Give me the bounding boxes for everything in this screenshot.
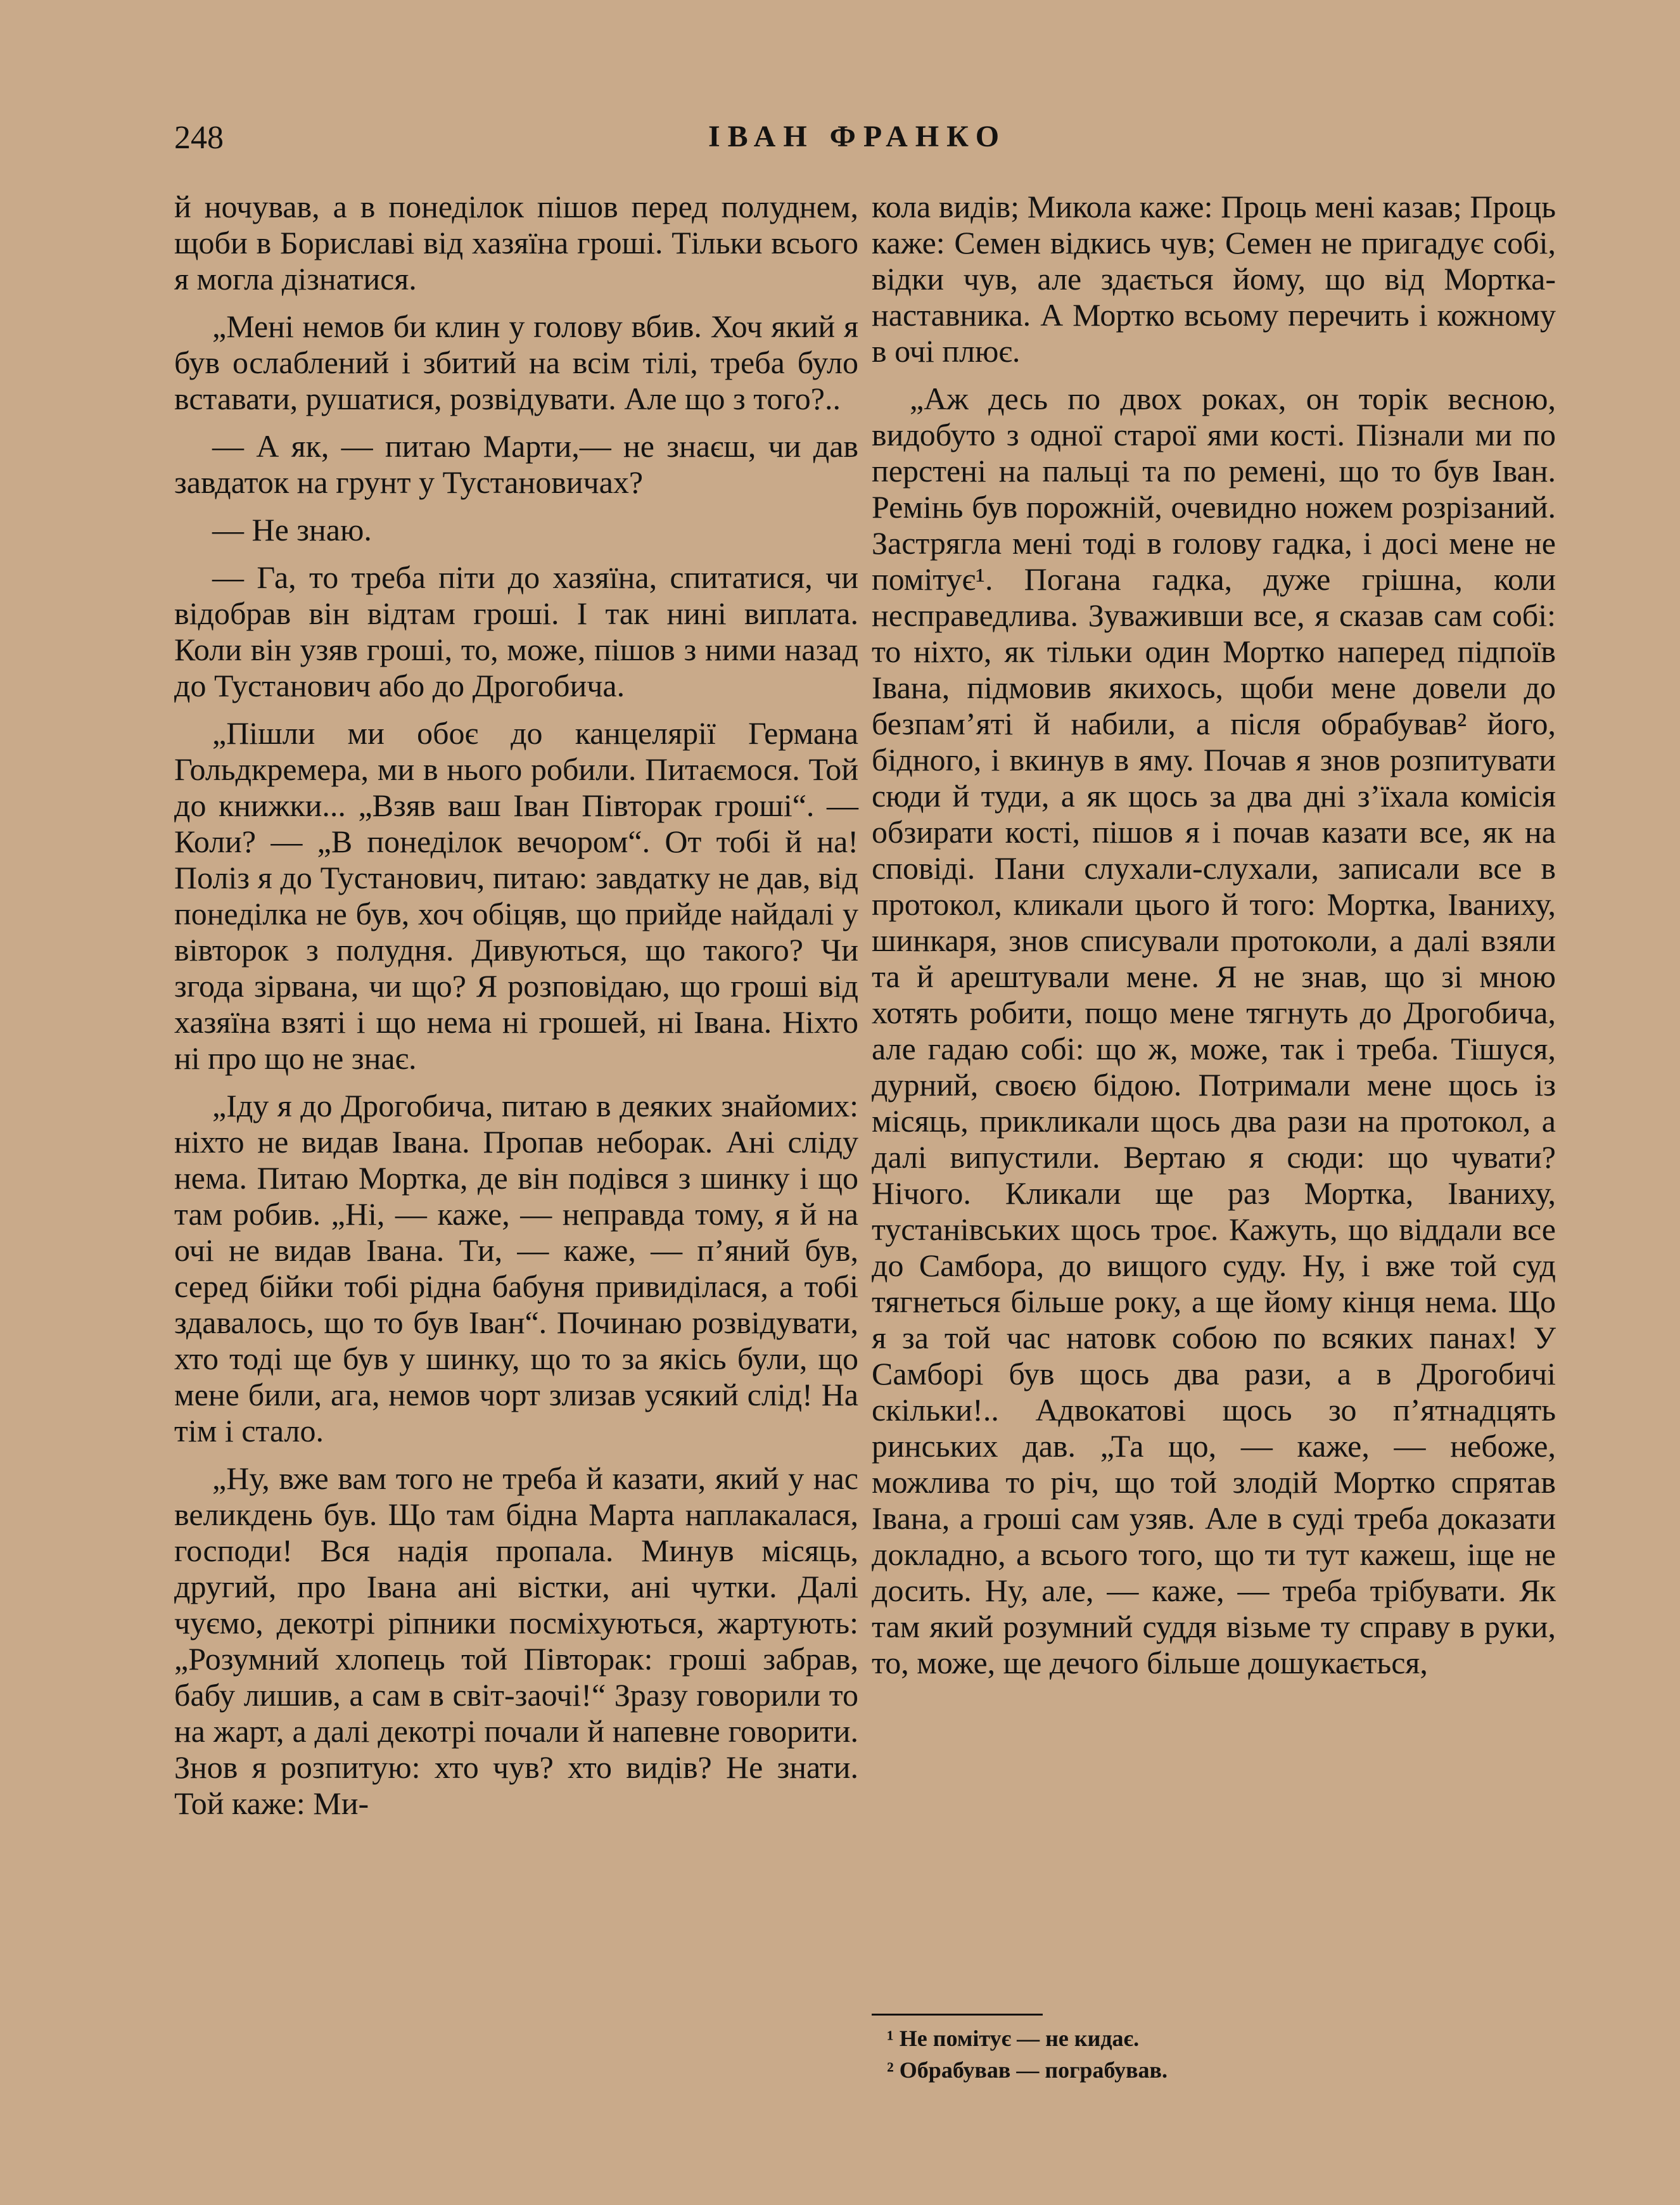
paragraph: кола видів; Микола каже: Проць мені казав; Проць каже: Семен відкись чув; Семен не пригадує собі, відки чув, але здається йому, що від Мортка-наставника. А Мортко всьому перечить і кожному в очі плює. (872, 189, 1556, 369)
footnote: ¹ Не помітує — не кидає. (887, 2026, 1140, 2051)
footnotes (887, 2023, 1457, 2086)
paragraph: „Мені немов би клин у голову вбив. Хоч який я був ослаблений і збитий на всім тілі, треба було вставати, рушатися, розвідувати. Але що з того?.. (174, 309, 858, 416)
paragraph: „Аж десь по двох роках, он торік весною, видобуто з одної старої ями кості. Пізнали ми по перстені на пальці та по ремені, що то був Іван. Ремінь був порожній, очевидно ножем розрізаний. Застрягла мені тоді в голову гадка, і досі мене не помітує¹. Погана гадка, дуже грішна, коли несправедлива. Зуваживши все, я сказав сам собі: то ніхто, як тільки один Мортко наперед підпоїв Івана, підмовив якихось, щоби мене довели до безпам’яті й набили, а після обрабував² його, бідного, і вкинув в яму. Почав я знов розпитувати сюди й туди, а як щось за два дні з’їхала комісія обзирати кості, пішов я і почав казати все, як на сповіді. Пани слухали-слухали, записали все в протокол, кликали цього й того: Мортка, Іваниху, шинкаря, знов списували протоколи, а далі взяли та й арештували мене. Я не знав, що зі мною хотять робити, пощо мене тягнуть до Дрогобича, але гадаю собі: що ж, може, так і треба. Тішуся, дурний, своєю бідою. Потримали мене щось із місяць, прикликали щось два рази на протокол, а далі випустили. Вертаю я сюди: що чувати? Нічого. Кликали ще раз Мортка, Іваниху, тустанівських щось троє. Кажуть, що віддали все до Самбора, до вищого суду. Ну, і вже той суд тягнеться більше року, а ще йому кінця нема. Що я за той час натовк собою по всяких панах! У Самборі був щось два рази, а в Дрогобичі скільки!.. Адвокатові щось зо п’ятнадцять ринських дав. „Та що, — каже, — небоже, можлива то річ, що той злодій Мортко спрятав Івана, а гроші сам узяв. Але в суді треба доказати докладно, а всього того, що ти тут кажеш, іще не досить. Ну, але, — каже, — треба трібувати. Як там який розумний суддя візьме ту справу в руки, то, може, ще дечого більше дошукається, (872, 381, 1556, 1680)
paragraph: — Не знаю. (212, 512, 372, 547)
footnote: ² Обрабував — пограбував. (887, 2057, 1168, 2083)
paragraph: „Іду я до Дрогобича, питаю в деяких знайомих: ніхто не видав Івана. Пропав неборак. Ані сліду нема. Питаю Мортка, де він подівся з шинку і що там робив. „Ні, — каже, — неправда тому, я й на очі не видав Івана. Ти, — каже, — п’яний був, серед бійки тобі рідна бабуня привиділася, а тобі здавалось, що то був Іван“. Починаю розвідувати, хто тоді ще був у шинку, що то за якісь були, що мене били, ага, немов чорт злизав усякий слід! На тім і стало. (174, 1088, 858, 1448)
paragraph: „Пішли ми обоє до канцелярії Германа Гольдкремера, ми в нього робили. Питаємося. Той до книжки... „Взяв ваш Іван Півторак гроші“. — Коли? — „В понеділок вечором“. От тобі й на! Поліз я до Тустанович, питаю: завдатку не дав, від понеділка не був, хоч обіцяв, що прийде найдалі у вівторок з полудня. Дивуються, що такого? Чи згода зірвана, чи що? Я розповідаю, що гроші від хазяїна взяті і що нема ні грошей, ні Івана. Ніхто ні про що не знає. (174, 715, 858, 1076)
paragraph: „Ну, вже вам того не треба й казати, який у нас великдень був. Що там бідна Марта наплакалася, господи! Вся надія пропала. Минув місяць, другий, про Івана ані вістки, ані чутки. Далі чуємо, декотрі ріпники посміхуються, жартують: „Розумний хлопець той Півторак: гроші забрав, бабу лишив, а сам в світ-заочі!“ Зразу говорили то на жарт, а далі декотрі почали й напевне говорити. Знов я розпитую: хто чув? хто видів? Не знати. Той каже: Ми- (174, 1460, 858, 1821)
running-title: ІВАН ФРАНКО (708, 120, 1007, 153)
paragraph: — А як, — питаю Марти,— не знаєш, чи дав завдаток на грунт у Тустановичах? (174, 428, 858, 500)
left-column (174, 189, 858, 1833)
footnote-divider (872, 2014, 1043, 2016)
right-column (872, 189, 1556, 1692)
paragraph: — Га, то треба піти до хазяїна, спитатися, чи відобрав він відтам гроші. І так нині виплата. Коли він узяв гроші, то, може, пішов з ними назад до Тустанович або до Дрогобича. (174, 559, 858, 703)
paragraph: й ночував, а в понеділок пішов перед полуднем, щоби в Бориславі від хазяїна гроші. Тільки всього я могла дізнатися. (174, 189, 858, 297)
page-number: 248 (174, 120, 224, 156)
